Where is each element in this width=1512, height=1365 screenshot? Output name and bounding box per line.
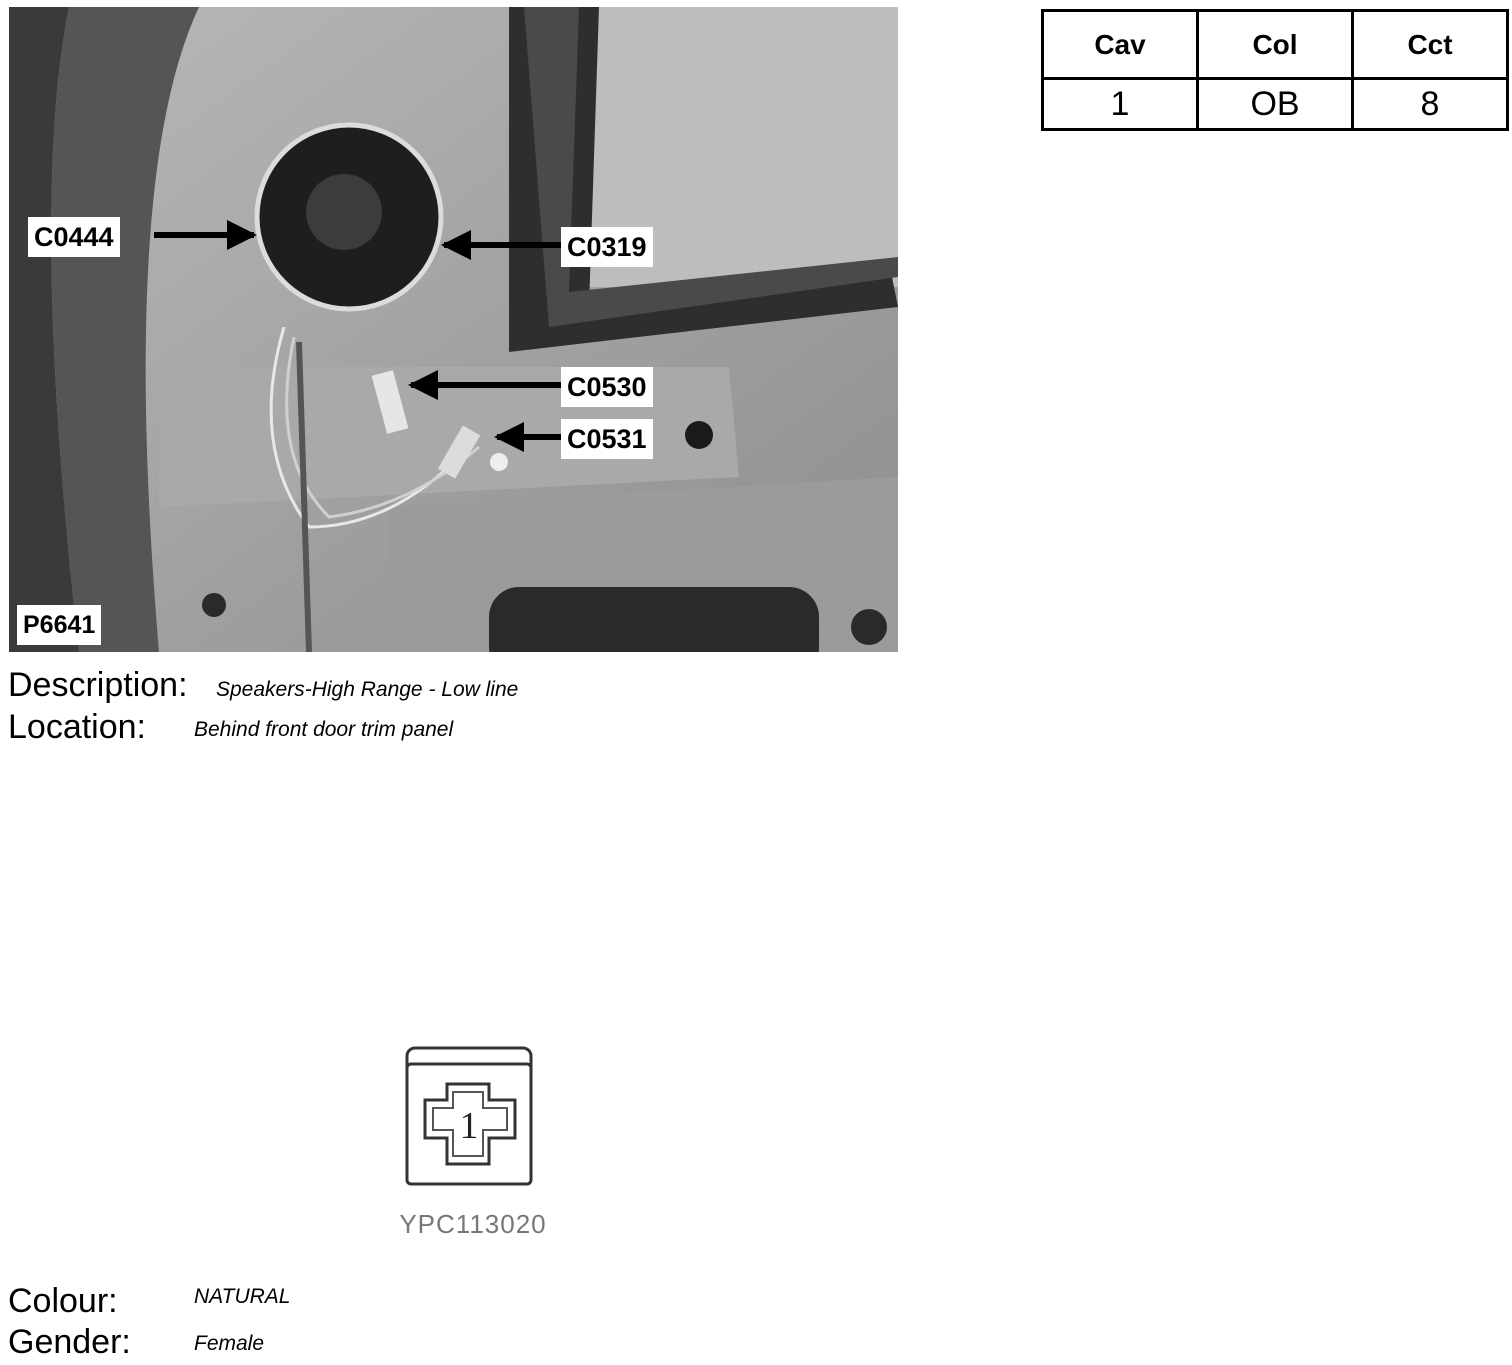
connector-location-photo [9, 7, 898, 652]
location-value: Behind front door trim panel [194, 718, 454, 741]
photo-id-label: P6641 [17, 605, 101, 645]
header-cav: Cav [1043, 11, 1198, 79]
colour-value: NATURAL [194, 1285, 291, 1308]
gender-value: Female [194, 1332, 265, 1355]
cell-col: OB [1198, 79, 1353, 130]
colour-label: Colour: [8, 1282, 118, 1320]
cell-cct: 8 [1353, 79, 1508, 130]
callout-c0319: C0319 [561, 227, 653, 267]
table-row [1043, 79, 1508, 130]
location-label: Location: [8, 708, 146, 746]
callout-c0530: C0530 [561, 367, 653, 407]
callout-c0444: C0444 [28, 217, 120, 257]
gender-label: Gender: [8, 1323, 131, 1361]
cell-cav: 1 [1043, 79, 1198, 130]
description-value: Speakers-High Range - Low line [216, 678, 519, 701]
cavity-number: 1 [459, 1105, 479, 1147]
callout-c0531: C0531 [561, 419, 653, 459]
connector-face-icon [393, 1040, 553, 1210]
pinout-table [1041, 9, 1509, 131]
header-col: Col [1198, 11, 1353, 79]
part-number: YPC113020 [399, 1209, 547, 1239]
description-label: Description: [8, 666, 188, 704]
connector-face-diagram [393, 1040, 553, 1210]
pinout-header-row [1043, 11, 1508, 79]
door-panel-illustration [9, 7, 898, 652]
header-cct: Cct [1353, 11, 1508, 79]
